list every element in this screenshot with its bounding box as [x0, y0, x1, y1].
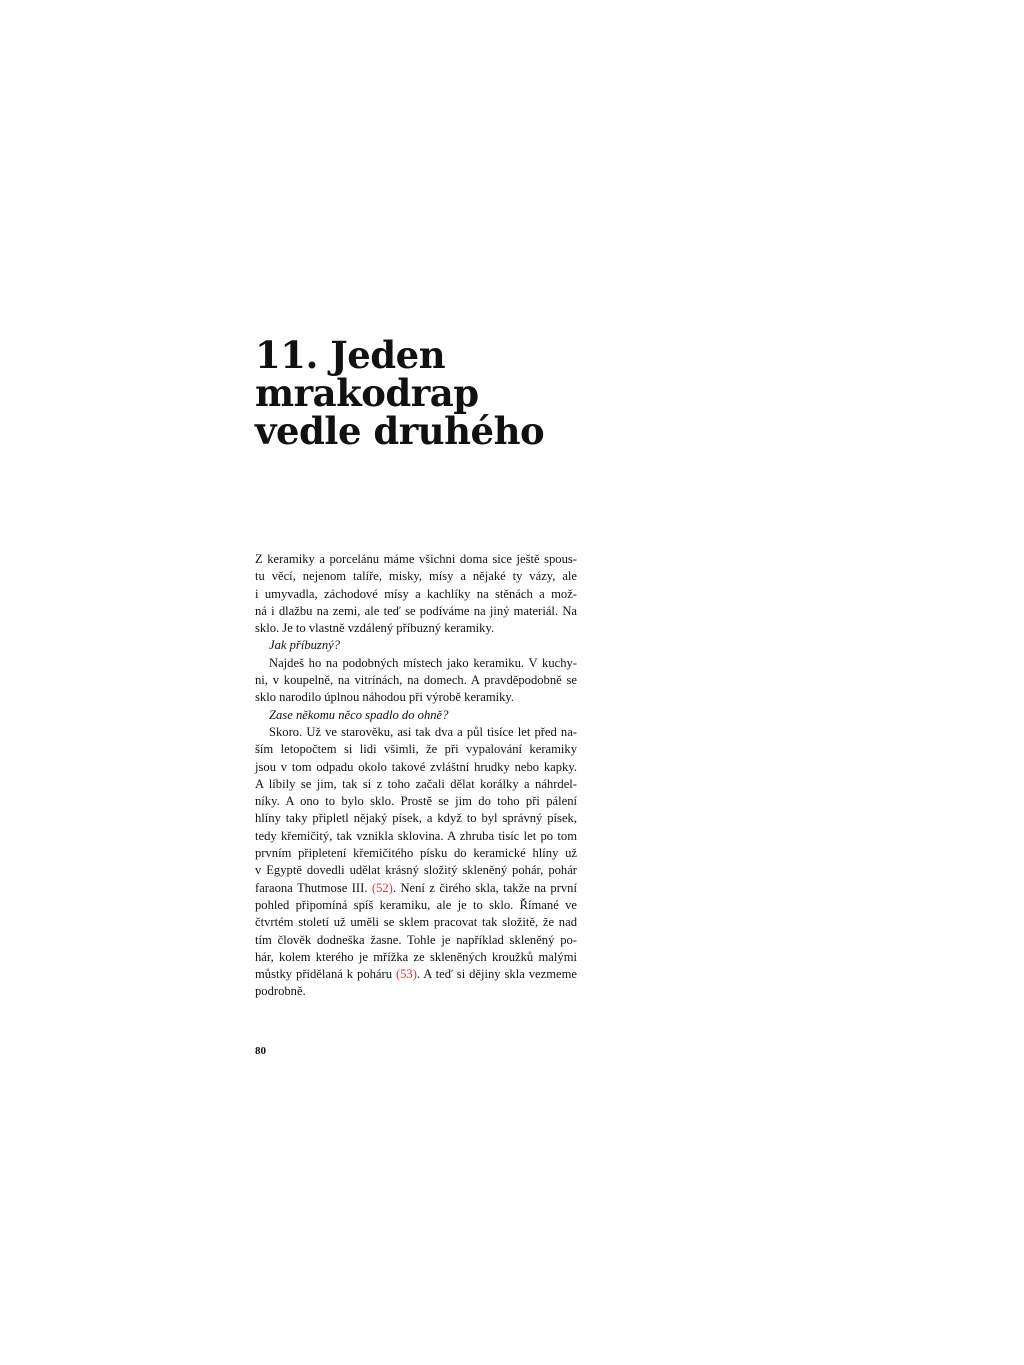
- body-line: [255, 897, 577, 914]
- body-line: [255, 551, 577, 568]
- line-text: . Není z čirého skla, takže na první: [392, 880, 577, 895]
- body-line: [255, 880, 577, 897]
- line-text: Skoro. Už ve starověku, asi tak dva a půl tisíce let před na-: [269, 724, 577, 739]
- dialogue-question: [255, 637, 577, 654]
- chapter-title-line: 11. Jeden: [255, 333, 446, 377]
- body-line: [255, 914, 577, 931]
- line-text: podrobně.: [255, 984, 306, 999]
- body-line: [255, 741, 577, 758]
- line-text: tím člověk dodneška žasne. Tohle je například skleněný po-: [255, 932, 577, 947]
- line-text: Najdeš ho na podobných místech jako keramiku. V kuchy-: [269, 655, 577, 670]
- dialogue-question: [255, 707, 577, 724]
- body-line: [255, 620, 577, 637]
- line-text: faraona Thutmose III.: [255, 880, 372, 895]
- line-text: tedy křemičitý, tak vznikla sklovina. A zhruba tisíc let po tom: [255, 828, 577, 843]
- body-line: [255, 845, 577, 862]
- body-line: [255, 949, 577, 966]
- body-text: [255, 551, 577, 1001]
- line-text: A líbily se jim, tak si z toho začali dělat korálky a náhrdel-: [255, 776, 577, 791]
- body-line: [255, 828, 577, 845]
- body-line: [255, 862, 577, 879]
- body-line: [255, 655, 577, 672]
- body-line: [255, 759, 577, 776]
- line-text: čtvrtém století už uměli se sklem pracovat tak složitě, že nad: [255, 915, 577, 930]
- chapter-title-line: vedle druhého: [255, 409, 545, 453]
- line-text: můstky přidělaná k poháru: [255, 967, 396, 982]
- line-text: . A teď si dějiny skla vezmeme: [416, 967, 577, 982]
- body-line: [255, 672, 577, 689]
- body-line: [255, 568, 577, 585]
- body-line: [255, 932, 577, 949]
- line-text: Jak příbuzný?: [269, 638, 340, 653]
- line-text: pohled připomíná spíš keramiku, ale je to sklo. Římané ve: [255, 897, 577, 912]
- body-line: [255, 810, 577, 827]
- figure-reference: (53): [395, 967, 417, 982]
- chapter-title-line: mrakodrap: [255, 371, 479, 415]
- line-text: i umyvadla, záchodové mísy a kachlíky na stěnách a mož-: [255, 586, 577, 601]
- line-text: ším letopočtem si lidi všimli, že při vypalování keramiky: [255, 742, 577, 757]
- line-text: v Egyptě dovedli udělat krásný složitý skleněný pohár, pohár: [255, 863, 577, 878]
- body-line: [255, 724, 577, 741]
- page-number: 80: [255, 1045, 266, 1057]
- line-text: Zase někomu něco spadlo do ohně?: [269, 707, 449, 722]
- line-text: hlíny taky připletl nějaký písek, a když to byl správný písek,: [255, 811, 577, 826]
- line-text: jsou v tom odpadu okolo takové zvláštní hrudky nebo kapky.: [255, 759, 577, 774]
- body-line: [255, 689, 577, 706]
- line-text: níky. A ono to bylo sklo. Prostě se jim do toho při pálení: [255, 794, 577, 809]
- line-text: Z keramiky a porcelánu máme všichni doma sice ještě spous-: [255, 552, 577, 566]
- line-text: hár, kolem kterého je mřížka ze skleněných kroužků malými: [255, 949, 577, 964]
- body-line: [255, 966, 577, 983]
- body-line: [255, 983, 577, 1000]
- line-text: prvním připletení křemičitého písku do keramické hlíny už: [255, 846, 577, 861]
- body-line: [255, 603, 577, 620]
- body-line: [255, 586, 577, 603]
- line-text: ná i dlažbu na zemi, ale teď se podíváme na jiný materiál. Na: [255, 603, 577, 618]
- line-text: sklo. Je to vlastně vzdálený příbuzný keramiky.: [255, 621, 495, 636]
- line-text: tu věcí, nejenom talíře, misky, mísy a nějaké ty vázy, ale: [255, 569, 577, 584]
- line-text: ni, v koupelně, na vitrínách, na domech. A pravděpodobně se: [255, 673, 577, 688]
- figure-reference: (52): [371, 880, 393, 895]
- chapter-title: [255, 333, 675, 453]
- line-text: sklo narodilo úplnou náhodou při výrobě keramiky.: [255, 690, 515, 705]
- body-line: [255, 776, 577, 793]
- body-line: [255, 793, 577, 810]
